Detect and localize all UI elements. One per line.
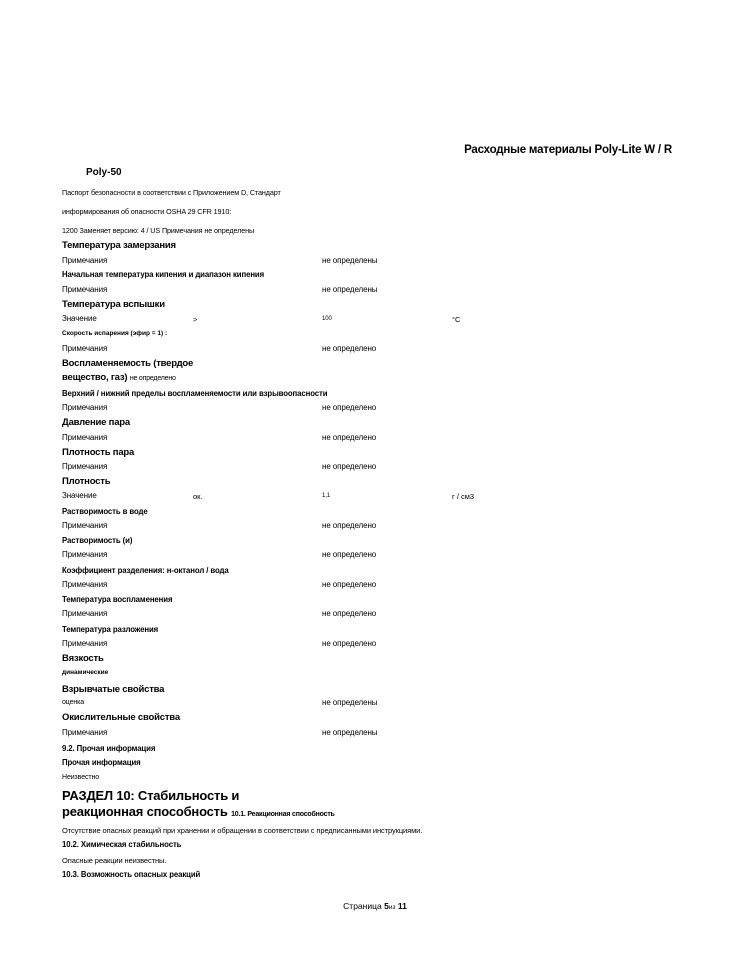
vapour-pressure-value: не определено — [322, 433, 377, 442]
flammability-value: не определено — [129, 375, 176, 382]
section10-sub3: 10.3. Возможность опасных реакций — [62, 870, 201, 879]
oxidising-label: Примечания — [62, 728, 108, 737]
viscosity-subheading: динамические — [62, 669, 109, 676]
explosive-limits-value: не определено — [322, 403, 377, 412]
boiling-label: Примечания — [62, 285, 108, 294]
section10-sub2: 10.2. Химическая стабильность — [62, 840, 182, 849]
boiling-heading: Начальная температура кипения и диапазон кипения — [62, 270, 265, 279]
solubility-label: Примечания — [62, 550, 108, 559]
partition-label: Примечания — [62, 580, 108, 589]
decomposition-label: Примечания — [62, 639, 108, 648]
evaporation-value: не определено — [322, 344, 377, 353]
section10-title-line1: РАЗДЕЛ 10: Стабильность и — [62, 788, 240, 803]
autoignition-heading: Температура воспламенения — [62, 595, 173, 604]
evaporation-heading: Скорость испарения (эфир = 1) : — [62, 330, 168, 337]
decomposition-heading: Температура разложения — [62, 625, 159, 634]
page-footer — [0, 901, 750, 911]
footer-of: из — [388, 904, 396, 911]
vapour-density-label: Примечания — [62, 462, 108, 471]
evaporation-label: Примечания — [62, 344, 108, 353]
explosive-heading: Взрывчатые свойства — [62, 684, 165, 695]
meta-line-1: Паспорт безопасности в соответствии с Приложением D, Стандарт — [62, 188, 281, 197]
vapour-density-heading: Плотность пара — [62, 447, 135, 458]
vapour-pressure-heading: Давление пара — [62, 417, 130, 428]
footer-page-number: 5 — [384, 901, 389, 911]
decomposition-value: не определено — [322, 639, 377, 648]
freezing-heading: Температура замерзания — [62, 240, 176, 251]
footer-page-total: 11 — [397, 901, 407, 911]
density-label: Значение — [62, 491, 97, 500]
density-value: 1,1 — [322, 493, 331, 499]
oxidising-value: не определены — [322, 728, 378, 737]
density-unit: г / см3 — [452, 492, 475, 501]
other-info-subheading: Прочая информация — [62, 758, 141, 767]
flash-label: Значение — [62, 314, 97, 323]
footer-prefix: Страница — [343, 901, 382, 911]
explosive-limits-heading: Верхний / нижний пределы воспламеняемости или взрывоопасности — [62, 389, 328, 398]
product-title: Расходные материалы Poly-Lite W / R — [464, 144, 672, 156]
water-solubility-label: Примечания — [62, 521, 108, 530]
freezing-value: не определены — [322, 256, 378, 265]
section10-title-line2: реакционная способность 10.1. Реакционная способность — [62, 804, 335, 819]
freezing-label: Примечания — [62, 256, 108, 265]
autoignition-value: не определено — [322, 609, 377, 618]
other-info-heading: 9.2. Прочая информация — [62, 744, 156, 753]
flash-heading: Температура вспышки — [62, 299, 165, 310]
water-solubility-value: не определено — [322, 521, 377, 530]
meta-line-3: 1200 Заменяет версию: 4 / US Примечания не определены — [62, 226, 255, 235]
explosive-value: не определены — [322, 698, 378, 707]
boiling-value: не определены — [322, 285, 378, 294]
section10-sub1: 10.1. Реакционная способность — [231, 811, 335, 818]
viscosity-heading: Вязкость — [62, 653, 104, 664]
explosive-label: оценка — [62, 699, 85, 706]
partition-heading: Коэффициент разделения: н-октанол / вода — [62, 566, 229, 575]
product-code: Poly-50 — [86, 167, 122, 178]
flammability-heading-line1: Воспламеняемость (твердое — [62, 358, 194, 369]
explosive-limits-label: Примечания — [62, 403, 108, 412]
meta-line-2: информирования об опасности OSHA 29 CFR 1910: — [62, 207, 232, 216]
water-solubility-heading: Растворимость в воде — [62, 507, 148, 516]
vapour-pressure-label: Примечания — [62, 433, 108, 442]
flash-unit: °C — [452, 315, 461, 324]
density-heading: Плотность — [62, 476, 111, 487]
solubility-heading: Растворимость (и) — [62, 536, 133, 545]
solubility-value: не определено — [322, 550, 377, 559]
section10-text1: Отсутствие опасных реакций при хранении и обращении в соответствии с предписанными инструкциями. — [62, 826, 423, 835]
flammability-heading-line2: вещество, газ) не определено — [62, 372, 176, 383]
other-info-text: Неизвестно — [62, 774, 100, 781]
oxidising-heading: Окислительные свойства — [62, 712, 180, 723]
vapour-density-value: не определено — [322, 462, 377, 471]
flash-value: 100 — [322, 316, 332, 322]
section10-text2: Опасные реакции неизвестны. — [62, 856, 167, 865]
autoignition-label: Примечания — [62, 609, 108, 618]
flash-qualifier: > — [193, 315, 198, 324]
density-qualifier: ок. — [193, 492, 203, 501]
partition-value: не определено — [322, 580, 377, 589]
